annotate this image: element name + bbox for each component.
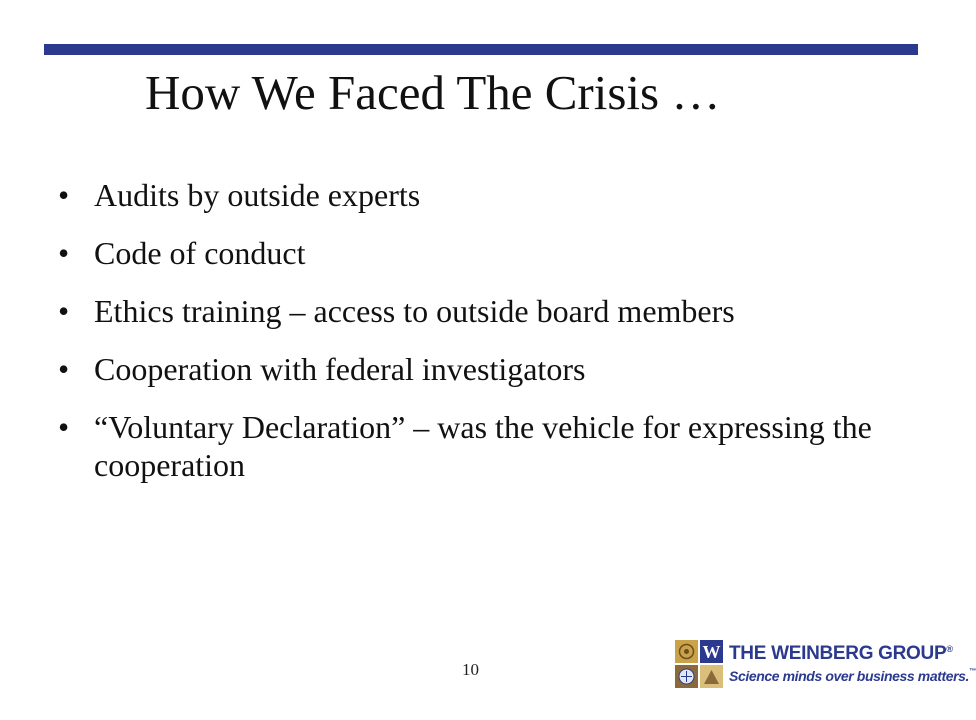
bullet-text: Cooperation with federal investigators: [94, 351, 586, 387]
bullet-marker: •: [58, 409, 70, 445]
logo-company-name: THE WEINBERG GROUP®: [729, 643, 953, 664]
bullet-text: Ethics training – access to outside board members: [94, 293, 735, 329]
title-rule: [44, 44, 918, 55]
bullet-item: [58, 408, 878, 484]
slide-title: How We Faced The Crisis …: [145, 65, 721, 120]
bullet-text: Audits by outside experts: [94, 177, 421, 213]
company-logo: [675, 640, 976, 692]
bullet-marker: •: [58, 293, 70, 329]
bullet-marker: •: [58, 235, 70, 271]
bullet-list: [58, 176, 878, 504]
page-number: 10: [462, 660, 479, 679]
trademark-mark: ™: [969, 668, 976, 675]
bullet-item: [58, 176, 878, 214]
logo-emblem-icon: [675, 640, 723, 688]
bullet-item: [58, 292, 878, 330]
logo-tagline: Science minds over business matters.™: [729, 668, 976, 684]
bullet-text: Code of conduct: [94, 235, 306, 271]
bullet-marker: •: [58, 177, 70, 213]
bullet-marker: •: [58, 351, 70, 387]
bullet-item: [58, 234, 878, 272]
bullet-item: [58, 350, 878, 388]
registered-mark: ®: [946, 644, 953, 654]
bullet-text: “Voluntary Declaration” – was the vehicle for expressing the cooperation: [94, 409, 872, 483]
svg-text:W: W: [702, 642, 721, 662]
